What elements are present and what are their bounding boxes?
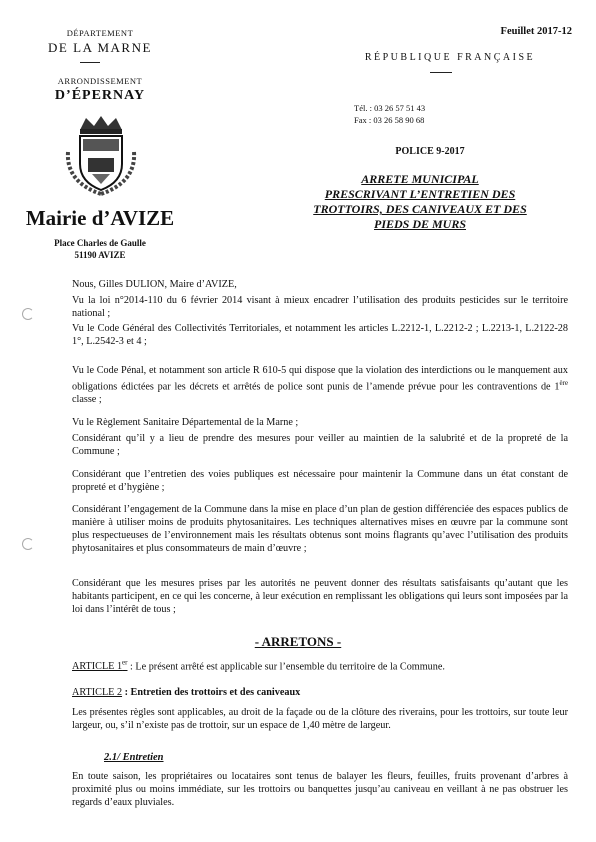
paragraph [72, 364, 568, 406]
department-name: DE LA MARNE [48, 40, 152, 55]
address-line-2: 51190 AVIZE [74, 250, 126, 260]
paragraph: Vu le Règlement Sanitaire Départemental de la Marne ; [72, 417, 299, 428]
article-label [72, 661, 128, 672]
divider [430, 72, 452, 73]
title-line: PRESCRIVANT L’ENTRETIEN DES [324, 187, 516, 201]
subsection-heading: 2.1/ Entretien [104, 752, 164, 763]
sheet-number: Feuillet 2017-12 [500, 26, 572, 37]
paragraph: Les présentes règles sont applicables, au droit de la façade ou de la clôture des riverains, pour les trottoirs, sur toute leur largeur, ou, s’il n’existe pas de trottoir, sur un espace de 1,40 mètre de largeur. [72, 707, 568, 731]
text: Vu le Code Pénal, et notamment son article R 610-5 qui dispose que la violation des interdictions ou le manquement aux obligations édictées par les décrets et arrêtés de police sont punis de l’amende prévue pour les contraventions de 1 [72, 365, 568, 393]
paragraph: Vu la loi n°2014-110 du 6 février 2014 visant à mieux encadrer l’utilisation des produits pesticides sur le territoire national ; [72, 295, 568, 319]
paragraph: Vu le Code Général des Collectivités Territoriales, et notamment les articles L.2212-1, L.2212-2 ; L.2213-1, L.2122-28 1°, L.2542-3 et 4 ; [72, 323, 568, 347]
department-label: DÉPARTEMENT [66, 28, 134, 38]
phone-number: Tél. : 03 26 57 51 43 [354, 103, 426, 113]
arrondissement-label: ARRONDISSEMENT [57, 76, 143, 86]
arrete-title [280, 172, 560, 232]
police-reference: POLICE 9-2017 [395, 146, 465, 157]
paragraph: Considérant que les mesures prises par les autorités ne peuvent donner des résultats satisfaisants qu’autant que les habitants participent, en ce qui les concerne, à leur exécution en remplissant les obligations qui leurs sont imposées par la loi dans l’intérêt de tous ; [72, 578, 568, 615]
address-line-1: Place Charles de Gaulle [54, 238, 146, 248]
superscript: er [122, 659, 128, 667]
article-label: ARTICLE 2 [72, 687, 123, 698]
coat-of-arms-icon [58, 112, 144, 198]
text: ARTICLE 1 [72, 661, 123, 673]
divider [80, 62, 100, 63]
article-1 [72, 657, 568, 673]
title-line: PIEDS DE MURS [373, 217, 467, 231]
punch-hole [22, 538, 34, 550]
mairie-name: Mairie d’AVIZE [25, 206, 175, 230]
title-line: ARRETE MUNICIPAL [361, 172, 479, 186]
republique-heading: RÉPUBLIQUE FRANÇAISE [364, 52, 536, 63]
punch-hole [22, 308, 34, 320]
paragraph: En toute saison, les propriétaires ou locataires sont tenus de balayer les fleurs, feuilles, fruits provenant d’arbres à proximité plus ou moins immédiate, sur les trottoirs ou banquettes jusqu’au caniveau en veillant à ne pas obstruer les regards d’eaux pluviales. [72, 771, 568, 808]
text: : Le présent arrêté est applicable sur l’ensemble du territoire de la Commune. [127, 661, 445, 673]
article-2-heading [72, 686, 568, 699]
superscript: ère [559, 379, 568, 387]
intro-line: Nous, Gilles DULION, Maire d’AVIZE, [72, 279, 237, 290]
title-line: TROTTOIRS, DES CANIVEAUX ET DES [313, 202, 527, 216]
paragraph: Considérant que l’entretien des voies publiques est nécessaire pour maintenir la Commune dans un état constant de propreté et d’hygiène ; [72, 469, 568, 493]
fax-number: Fax : 03 26 58 90 68 [354, 115, 425, 125]
text: classe ; [72, 394, 102, 406]
article-title: : Entretien des trottoirs et des caniveaux [122, 687, 301, 698]
arretons-heading: - ARRETONS - [254, 634, 342, 649]
paragraph: Considérant qu’il y a lieu de prendre des mesures pour veiller au maintien de la salubrité et de la propreté de la Commune ; [72, 433, 568, 457]
arrondissement-name: D’ÉPERNAY [54, 88, 146, 103]
paragraph: Considérant l’engagement de la Commune dans la mise en place d’un plan de gestion différenciée des espaces publics de manière à utiliser moins de produits phytosanitaires. Les techniques alternatives mises en œuvre par la commune sont plus respectueuses de l’environnement mais les résultats obtenus sont moins flagrants qu’avec l’utilisation des produits phytosanitaires et plus consommateurs de main d’œuvre ; [72, 504, 568, 554]
